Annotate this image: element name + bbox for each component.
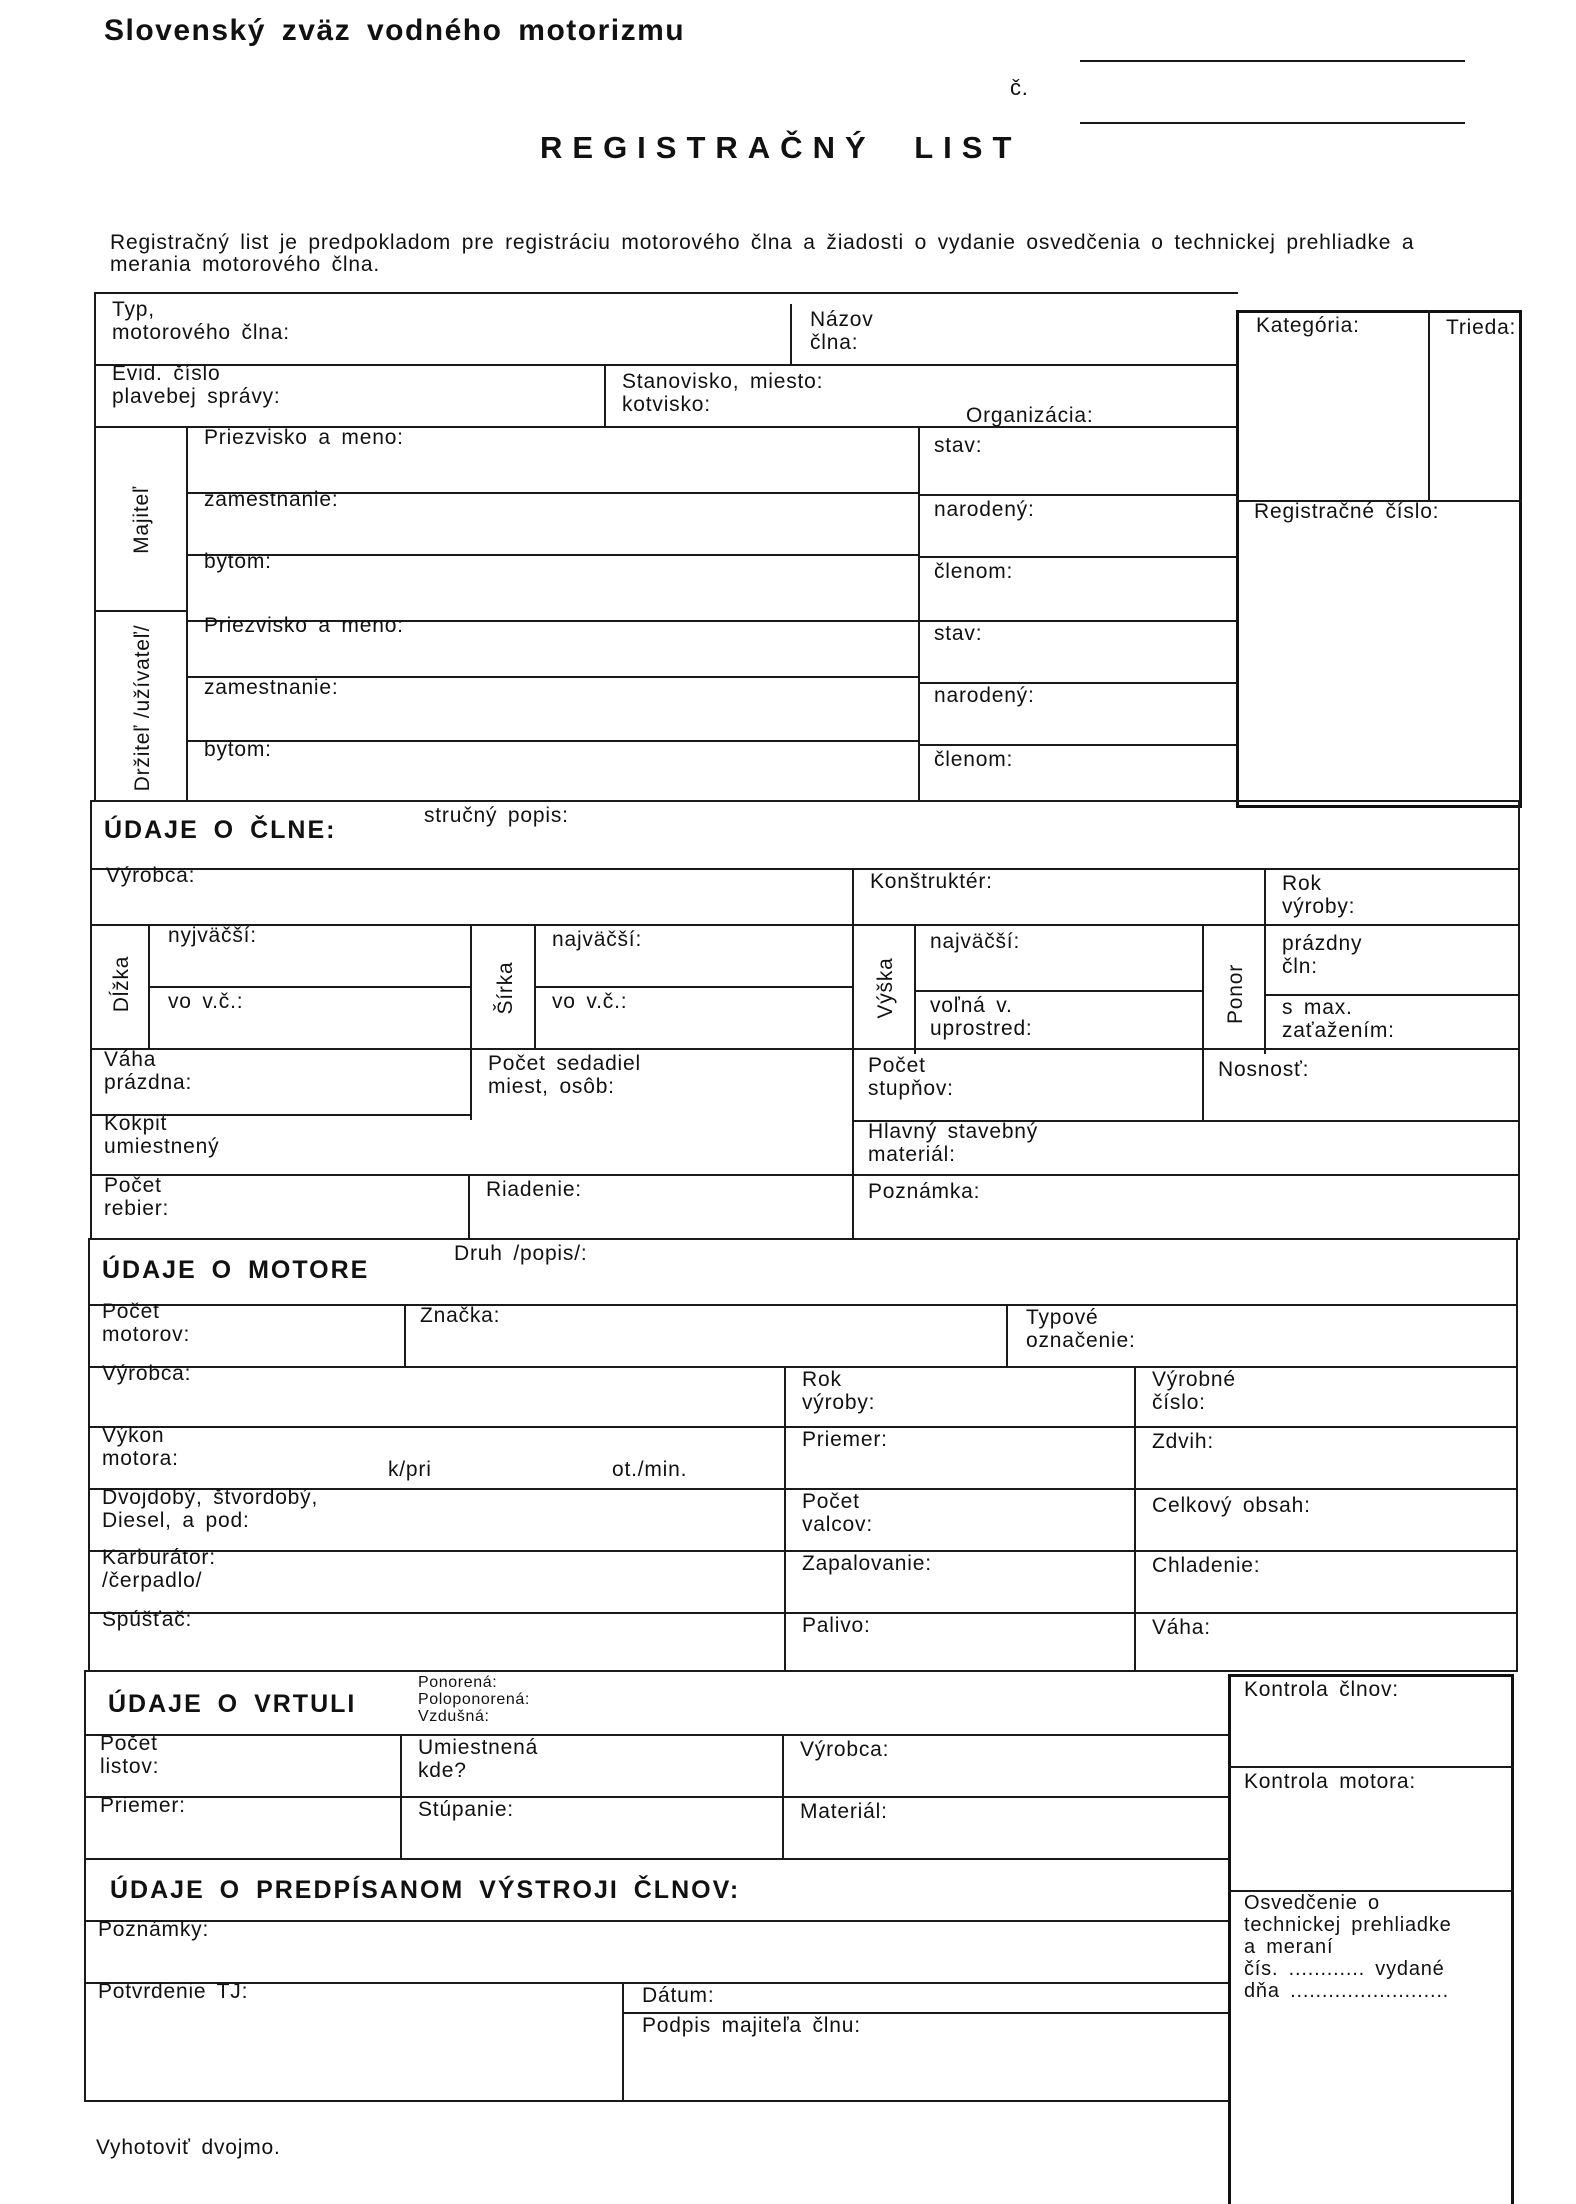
ponor-prazdny-label: prázdny čln: xyxy=(1282,932,1363,978)
motor-rok-label: Rok výroby: xyxy=(802,1368,876,1414)
holder-address-label: bytom: xyxy=(204,738,272,761)
riadenie-label: Riadenie: xyxy=(486,1178,582,1201)
spustac-label: Spúšťač: xyxy=(102,1608,193,1631)
typ-label: Typ, motorového člna: xyxy=(112,298,290,344)
vyska-volna-label: voľná v. uprostred: xyxy=(930,994,1033,1040)
motor-section-heading: ÚDAJE O MOTORE xyxy=(102,1256,370,1284)
karburator-label: Karburátor: /čerpadlo/ xyxy=(102,1546,216,1592)
material-label: Hlavný stavebný materiál: xyxy=(868,1120,1039,1166)
kategoria-label: Kategória: xyxy=(1256,314,1360,337)
vyska-max-label: najväčší: xyxy=(930,930,1021,953)
trieda-label: Trieda: xyxy=(1446,316,1517,339)
boat-konstrukter-label: Konštruktér: xyxy=(870,870,993,893)
prop-vyrobca-label: Výrobca: xyxy=(800,1738,890,1761)
owner-job-label: zamestnanie: xyxy=(204,488,339,511)
potvrdenie-label: Potvrdenie TJ: xyxy=(98,1980,249,2003)
holder-name-label: Priezvisko a meno: xyxy=(204,614,404,637)
stupanie-label: Stúpanie: xyxy=(418,1798,514,1821)
kpri-label: k/pri xyxy=(388,1458,432,1481)
vykon-label: Výkon motora: xyxy=(102,1424,179,1470)
sirka-max-label: najväčší: xyxy=(552,928,643,951)
sedadiel-label: Počet sedadiel miest, osôb: xyxy=(488,1052,641,1098)
rebier-label: Počet rebier: xyxy=(104,1174,170,1220)
page-title: REGISTRAČNÝ LIST xyxy=(540,130,1022,165)
number-line-1 xyxy=(1080,60,1465,62)
stanovisko-label: Stanovisko, miesto: kotvisko: xyxy=(622,370,824,416)
prop-material-label: Materiál: xyxy=(800,1800,888,1823)
footer-note: Vyhotoviť dvojmo. xyxy=(96,2136,281,2159)
dlzka-vovc-label: vo v.č.: xyxy=(168,990,244,1013)
kokpit-label: Kokpit umiestnený xyxy=(104,1112,220,1158)
zapalovanie-label: Zapalovanie: xyxy=(802,1552,932,1575)
obsah-label: Celkový obsah: xyxy=(1152,1494,1311,1517)
priemer-label: Priemer: xyxy=(802,1428,888,1451)
nazov-label: Názov člna: xyxy=(810,308,874,354)
boat-section-heading: ÚDAJE O ČLNE: xyxy=(104,816,337,844)
sirka-label: Šírka xyxy=(494,961,517,1015)
motor-pocet-label: Počet motorov: xyxy=(102,1300,191,1346)
otmin-label: ot./min. xyxy=(612,1458,688,1481)
owner-born-label: narodený: xyxy=(934,498,1035,521)
nosnost-label: Nosnosť: xyxy=(1218,1058,1310,1081)
intro-text: Registračný list je predpokladom pre registráciu motorového člna a žiadosti o vydanie osvedčenia o technickej prehliadke a merania motorového člna. xyxy=(110,231,1415,276)
dlzka-label: Dĺžka xyxy=(110,955,133,1013)
listov-label: Počet listov: xyxy=(100,1732,160,1778)
znacka-label: Značka: xyxy=(420,1304,501,1327)
equip-section-heading: ÚDAJE O PREDPÍSANOM VÝSTROJI ČLNOV: xyxy=(110,1876,741,1904)
vyrobne-label: Výrobné číslo: xyxy=(1152,1368,1236,1414)
owner-name-label: Priezvisko a meno: xyxy=(204,426,404,449)
stupnov-label: Počet stupňov: xyxy=(868,1054,954,1100)
owner-stav-label: stav: xyxy=(934,434,983,457)
motor-druh-label: Druh /popis/: xyxy=(454,1242,588,1265)
osvedcenie-text: Osvedčenie o technickej prehliadke a meraní čís. ............ vydané dňa ......................... xyxy=(1244,1892,1452,2002)
majitel-label: Majiteľ xyxy=(130,486,153,554)
poznamka-label: Poznámka: xyxy=(868,1180,981,1203)
sirka-vovc-label: vo v.č.: xyxy=(552,990,628,1013)
boat-popis-label: stručný popis: xyxy=(424,804,569,827)
boat-rok-label: Rok výroby: xyxy=(1282,872,1356,918)
podpis-label: Podpis majiteľa člnu: xyxy=(642,2014,861,2037)
holder-born-label: narodený: xyxy=(934,684,1035,707)
holder-stav-label: stav: xyxy=(934,622,983,645)
valcov-label: Počet valcov: xyxy=(802,1490,873,1536)
dlzka-max-label: nyjväčší: xyxy=(168,924,257,947)
owner-member-label: členom: xyxy=(934,560,1014,583)
number-line-2 xyxy=(1080,122,1465,124)
typove-label: Typové označenie: xyxy=(1026,1306,1136,1352)
kontrola-clnov-label: Kontrola člnov: xyxy=(1244,1678,1399,1701)
zdvih-label: Zdvih: xyxy=(1152,1430,1214,1453)
prop-types: Ponorená: Poloponorená: Vzdušná: xyxy=(418,1674,530,1725)
holder-member-label: členom: xyxy=(934,748,1014,771)
vyska-label: Výška xyxy=(874,957,897,1019)
vaha-label: Váha prázdna: xyxy=(104,1048,193,1094)
number-label: č. xyxy=(1010,75,1029,100)
ponor-smax-label: s max. zaťažením: xyxy=(1282,996,1395,1042)
prop-priemer-label: Priemer: xyxy=(100,1794,186,1817)
drzitel-label: Držiteľ /užívateľ/ xyxy=(131,624,154,792)
registracne-label: Registračné číslo: xyxy=(1254,500,1440,523)
evid-label: Evid. číslo plavebej správy: xyxy=(112,362,281,408)
category-box xyxy=(1236,310,1522,808)
poznamky-label: Poznámky: xyxy=(98,1918,210,1941)
holder-job-label: zamestnanie: xyxy=(204,676,339,699)
chladenie-label: Chladenie: xyxy=(1152,1554,1261,1577)
organization-name: Slovenský zväz vodného motorizmu xyxy=(104,14,686,47)
organizacia-label: Organizácia: xyxy=(966,404,1094,427)
owner-address-label: bytom: xyxy=(204,550,272,573)
palivo-label: Palivo: xyxy=(802,1614,871,1637)
boat-vyrobca-label: Výrobca: xyxy=(106,864,196,887)
dvojdoby-label: Dvojdobý, štvordobý, Diesel, a pod: xyxy=(102,1486,319,1532)
umiestnena-label: Umiestnená kde? xyxy=(418,1736,539,1782)
ponor-label: Ponor xyxy=(1224,963,1247,1025)
datum-label: Dátum: xyxy=(642,1984,715,2007)
kontrola-motora-label: Kontrola motora: xyxy=(1244,1770,1417,1793)
motor-vyrobca-label: Výrobca: xyxy=(102,1362,192,1385)
motor-vaha-label: Váha: xyxy=(1152,1616,1211,1639)
prop-section-heading: ÚDAJE O VRTULI xyxy=(108,1690,357,1718)
